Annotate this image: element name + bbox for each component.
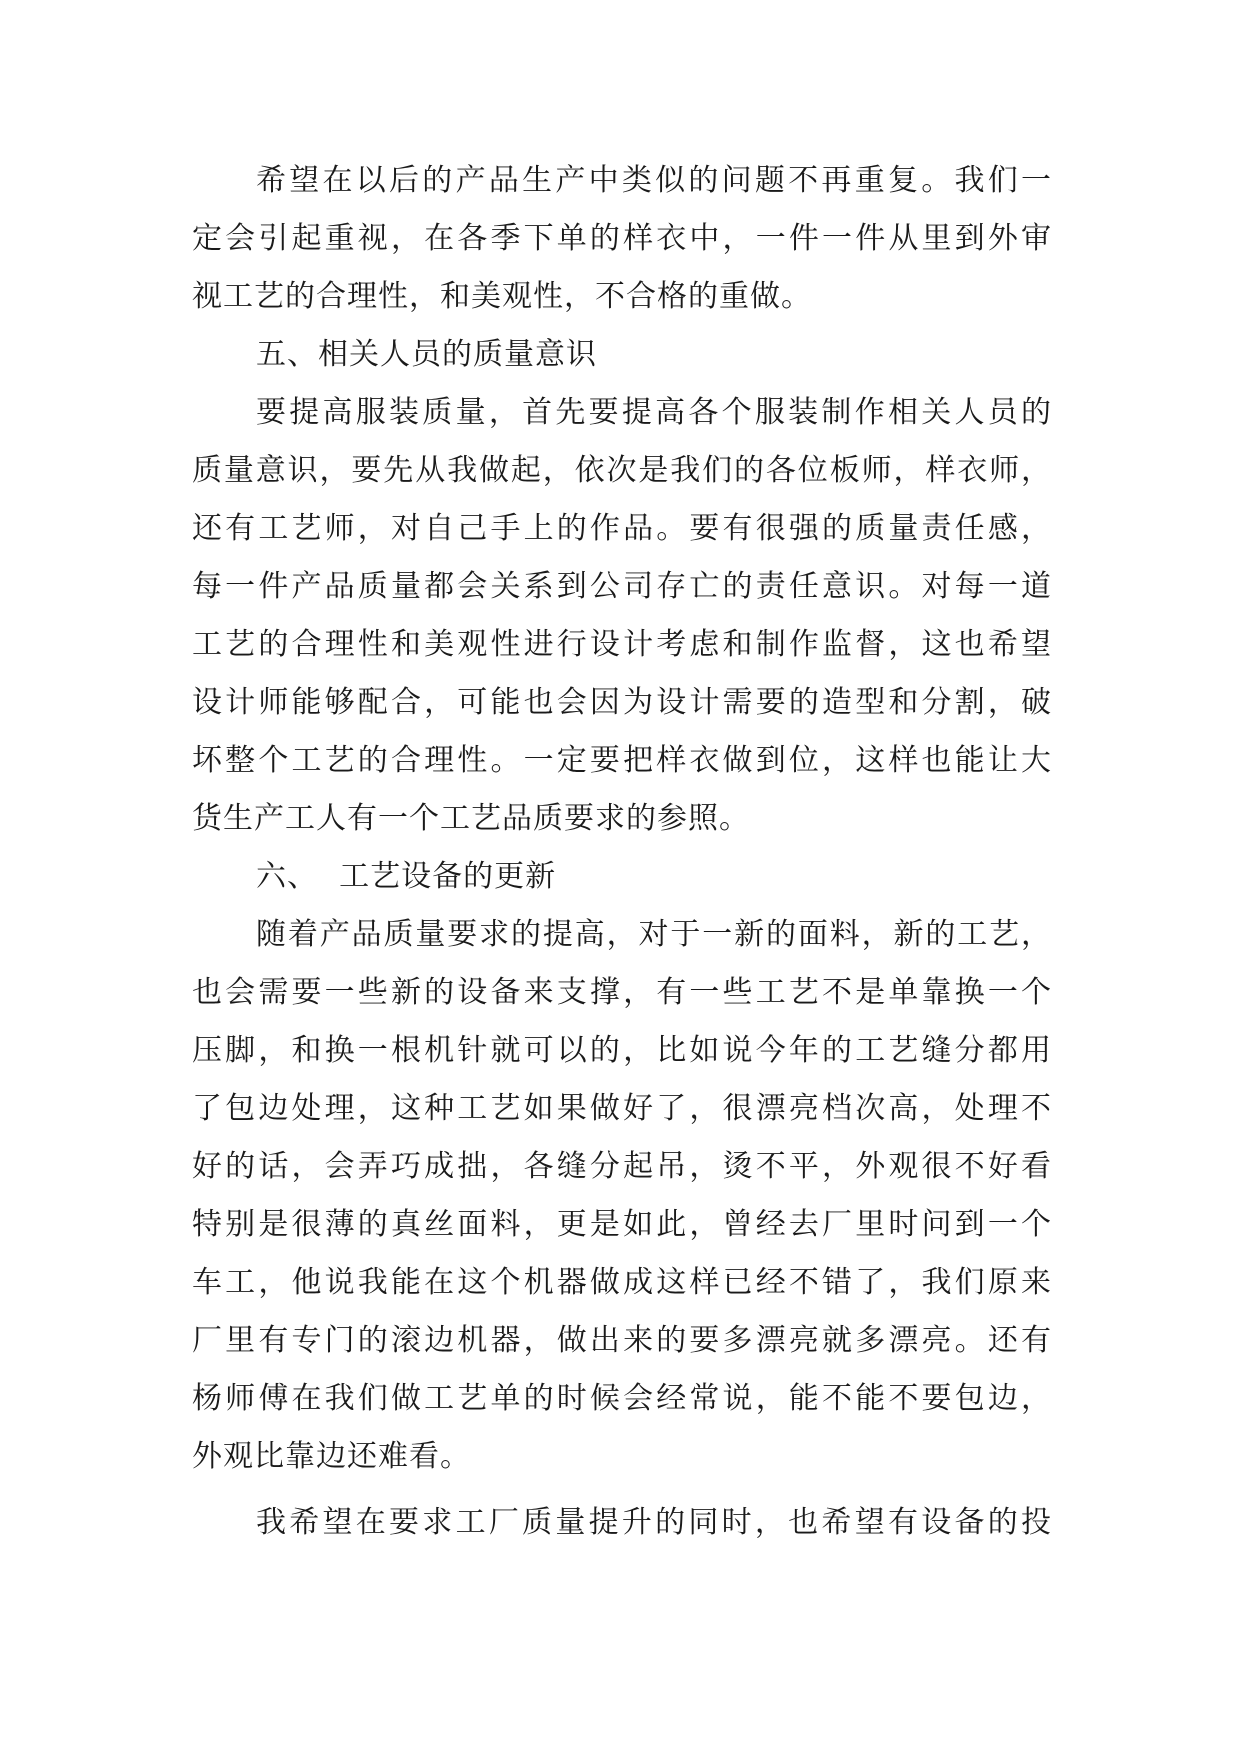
text-line: 质量意识，要先从我做起，依次是我们的各位板师，样衣师，: [192, 453, 1052, 488]
document-body: [192, 152, 1052, 1552]
paragraph-equipment-update: [192, 906, 1052, 1486]
text-line: 希望在以后的产品生产中类似的问题不再重复。我们一: [256, 163, 1052, 198]
text-line: 每一件产品质量都会关系到公司存亡的责任意识。对每一道: [192, 569, 1052, 604]
text-line: 厂里有专门的滚边机器，做出来的要多漂亮就多漂亮。还有: [192, 1323, 1052, 1358]
text-line: 我希望在要求工厂质量提升的同时，也希望有设备的投: [256, 1505, 1052, 1540]
text-line: 特别是很薄的真丝面料，更是如此，曾经去厂里时问到一个: [192, 1207, 1052, 1242]
section-heading-5: 五、相关人员的质量意识: [256, 337, 597, 372]
text-line: 也会需要一些新的设备来支撑，有一些工艺不是单靠换一个: [192, 975, 1052, 1010]
text-line: 杨师傅在我们做工艺单的时候会经常说，能不能不要包边，: [192, 1381, 1052, 1416]
text-line: 还有工艺师，对自己手上的作品。要有很强的质量责任感，: [192, 511, 1052, 546]
text-line: 好的话，会弄巧成拙，各缝分起吊，烫不平，外观很不好看: [192, 1149, 1052, 1184]
text-line: 设计师能够配合，可能也会因为设计需要的造型和分割，破: [192, 685, 1052, 720]
section-heading-6: 六、 工艺设备的更新: [256, 859, 557, 894]
text-line: 随着产品质量要求的提高，对于一新的面料，新的工艺，: [256, 917, 1052, 952]
paragraph-quality-repeat: [192, 152, 1052, 326]
text-line: 坏整个工艺的合理性。一定要把样衣做到位，这样也能让大: [192, 743, 1052, 778]
text-line: 工艺的合理性和美观性进行设计考虑和制作监督，这也希望: [192, 627, 1052, 662]
text-line: 外观比靠边还难看。: [192, 1439, 471, 1474]
text-line: 货生产工人有一个工艺品质要求的参照。: [192, 801, 750, 836]
text-line: 视工艺的合理性，和美观性，不合格的重做。: [192, 279, 812, 314]
text-line: 定会引起重视，在各季下单的样衣中，一件一件从里到外审: [192, 221, 1052, 256]
text-line: 了包边处理，这种工艺如果做好了，很漂亮档次高，处理不: [192, 1091, 1052, 1126]
text-line: 车工，他说我能在这个机器做成这样已经不错了，我们原来: [192, 1265, 1052, 1300]
paragraph-factory-investment: [192, 1494, 1052, 1552]
text-line: 压脚，和换一根机针就可以的，比如说今年的工艺缝分都用: [192, 1033, 1052, 1068]
text-line: 要提高服装质量，首先要提高各个服装制作相关人员的: [256, 395, 1052, 430]
paragraph-staff-awareness: [192, 384, 1052, 848]
